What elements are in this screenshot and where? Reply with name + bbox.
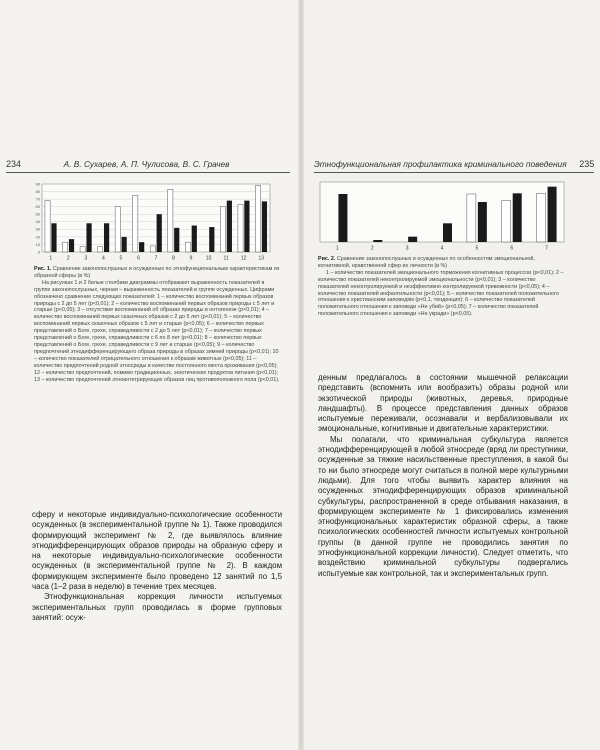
fig1-bar-black-13 xyxy=(262,201,267,252)
fig2-bar-black-6 xyxy=(513,193,522,242)
fig1-bar-white-2 xyxy=(63,242,68,252)
figure-2-caption xyxy=(318,256,566,318)
fig1-bar-white-3 xyxy=(80,247,85,252)
right-running-head-title: Этнофункциональная профилактика криминального поведения xyxy=(314,159,567,169)
fig2-bar-black-3 xyxy=(408,237,417,242)
fig1-bar-white-4 xyxy=(98,247,103,252)
fig1-bar-black-7 xyxy=(157,214,162,252)
left-paragraph-1: сферу и некоторые индивидуально-психологические особенности осужденных (в экспериментальной группе № 1). Также проводился формирующий эксперимент № 2, где выявлялось влияние этнодифференцирующих образов природы на образную сферу и на некоторые индивидуально-психологические особенности осужденных (в экспериментальной группе № 2). В каждом формирующем эксперименте было проведено 12 занятий по 1,5 часа (1–2 раза в неделю) в течение трех месяцев. xyxy=(32,510,282,592)
fig1-bar-black-9 xyxy=(192,226,197,252)
fig1-bar-white-9 xyxy=(185,242,190,252)
fig1-ytick-label: 50 xyxy=(35,211,40,217)
fig1-ytick-label: 0 xyxy=(37,249,40,255)
fig1-ytick-label: 20 xyxy=(35,234,40,240)
left-running-head xyxy=(6,159,229,169)
fig1-bar-black-11 xyxy=(227,201,232,252)
figure-1-title: Сравнение законопослушных и осужденных по этнофункциональным характеристикам их образной сферы (в %) xyxy=(34,266,280,279)
fig2-bar-white-6 xyxy=(502,201,511,242)
fig1-xtick-label: 2 xyxy=(66,255,70,262)
left-body-text xyxy=(32,510,282,623)
right-body-text xyxy=(318,373,568,579)
fig1-xtick-label: 12 xyxy=(240,255,247,262)
fig1-xtick-label: 5 xyxy=(119,255,123,262)
fig2-xtick-label: 2 xyxy=(370,245,374,252)
figure-1-caption xyxy=(34,266,280,383)
fig1-bar-white-11 xyxy=(220,207,225,252)
fig2-xtick-label: 7 xyxy=(545,245,548,252)
fig1-xtick-label: 10 xyxy=(205,255,212,262)
fig1-bar-white-1 xyxy=(45,201,50,252)
fig2-bar-black-5 xyxy=(478,202,487,242)
fig1-ytick-label: 90 xyxy=(35,181,40,187)
right-paragraph-1: денным предлагалось в состоянии мышечной релаксации представить (вспомнить или вообразить) образы родной или экзотической природы (животных, деревья, природные ландшафты). В процессе представления данных образов испытуемые переживали, осознавали и вербализовывали их эмоциональные, когнитивные и двигательные характеристики. xyxy=(318,373,568,434)
fig1-bar-black-6 xyxy=(139,242,144,252)
fig2-xtick-label: 4 xyxy=(440,245,444,252)
fig1-xtick-label: 9 xyxy=(189,255,193,262)
fig1-bar-black-1 xyxy=(51,223,56,252)
fig1-ytick-label: 10 xyxy=(35,241,40,247)
fig1-xtick-label: 8 xyxy=(172,255,175,262)
fig1-xtick-label: 3 xyxy=(84,255,88,262)
left-running-head-authors: А. В. Сухарев, А. П. Чулисова, В. С. Грачев xyxy=(63,159,230,169)
fig1-bar-white-7 xyxy=(150,246,155,252)
figure-1-legend-text: На рисунках 1 и 2 белые столбики диаграммы отображают выраженность показателей в группе законопослушных, черная – выраженность показателей в группе осужденных. Цифрами обозначено сравнение следующих показателей: 1 – количество воспоминаний первых образов природы с 2 до 5 лет (p<0,01); 2 – количество воспоминаний первых образов природы с 5 лет и старше (p<0,05); 3 – отсутствие воспоминаний об образах природы в онтогенезе (p<0,01); 4 – количество воспоминаний первых сказочных образов с 2 до 5 лет (p<0,01); 5 – количество воспоминаний первых сказочных образов с 5 лет и старше (p<0,05); 6 – количество первых представлений о Боге, грехе, справедливости с 2 до 5 лет (p<0,01); 7 – количество первых представлений о Боге, грехе, справедливости с 6 по 8 лет (p<0,01); 8 – количество первых представлений о Боге, грехе, справедливости с 9 лет и старше (p<0,05); 9 – количество предпочтений этнодифференцирующего образа природы в образах зимней природы (p<0,01); 10 – количество показателей отрицательного отношения к образам животных (p<0,05); 11 – количество предпочтений родной этносреды в качестве постоянного места проживания (p<0,05); 12 – количество предпочтений, помимо традиционных, экзотических продуктов питания (p<0,01); 13 – количество предпочтений этноинтегрирующих образов лиц противоположного пола (p<0,01). xyxy=(34,279,280,383)
right-head-rule xyxy=(314,172,594,173)
figure-2-bar-chart xyxy=(318,180,566,252)
book-gutter xyxy=(298,0,304,750)
fig1-bar-black-8 xyxy=(174,228,179,252)
figure-1-bar-chart xyxy=(32,180,274,262)
fig2-xtick-label: 1 xyxy=(336,245,339,252)
figure-2-label: Рис. 2. xyxy=(318,256,336,262)
fig1-xtick-label: 7 xyxy=(154,255,158,262)
fig1-bar-black-2 xyxy=(69,239,74,252)
fig1-ytick-label: 70 xyxy=(35,196,40,202)
fig2-bar-black-1 xyxy=(338,194,347,242)
right-running-head xyxy=(314,159,594,169)
fig1-bar-white-13 xyxy=(255,186,260,252)
fig2-bar-white-5 xyxy=(467,194,476,242)
fig2-xtick-label: 3 xyxy=(405,245,409,252)
right-paragraph-2: Мы полагали, что криминальная субкультура является этнодифференцирующей в любой этносреде (вряд ли преступники, осужденные за тяжкие насильственные преступления, в какой бы то ни было этносреде могут считаться в полной мере культурными людьми). Для того чтобы выявить характер влияния на осужденных этнодифференцирующих образов криминальной субкультуры, распространенной в среде отбывания наказания, в формирующем эксперименте № 1 фиксировались изменения этнофункциональных характеристик образной сферы, а также психологических особенностей личности испытуемых контрольной группы (в данной группе не проводились занятия по этнофункциональной коррекции личности). Следует отметить, что воздействию криминальной субкультуры подвергались испытуемые как контрольной, так и экспериментальных групп. xyxy=(318,434,568,578)
fig2-plot-area xyxy=(320,182,564,242)
left-head-rule xyxy=(6,172,290,173)
fig1-ytick-label: 60 xyxy=(35,204,40,210)
fig1-xtick-label: 6 xyxy=(137,255,140,262)
figure-2-legend-text: 1 – количество показателей эмоционального торможения когнитивных процессов (p<0,01); 2 – количество показателей неконтролируемой эмоциональности (p<0,01); 3 – количество показателей неконтролируемой и неэффективно контролируемой тревожности (p<0,05); 4 – количество показателей инфантильности (p<0,01); 5 – количество показателей положительного отношения к христианским заповедям (p<0,1, тенденция); 6 – количество показателей положительного отношения к заповеди «Не убий» (p<0,05); 7 – количество показателей положительного отношения к заповеди «Не укради» (p<0,05). xyxy=(318,269,564,318)
fig1-xtick-label: 4 xyxy=(101,255,105,262)
fig1-bar-black-5 xyxy=(122,237,127,252)
fig1-bar-black-3 xyxy=(86,223,91,252)
right-page-number: 235 xyxy=(579,159,595,169)
fig1-bar-white-12 xyxy=(238,204,243,252)
left-page-number: 234 xyxy=(6,159,22,169)
fig1-bar-white-5 xyxy=(115,207,120,252)
fig1-bar-white-8 xyxy=(168,189,173,252)
figure-2-title: Сравнение законопослушных и осужденных по особенностям эмоциональной, когнитивной, нравственной сфер их личности (в %) xyxy=(318,256,535,269)
figure-1-label: Рис. 1. xyxy=(34,266,52,272)
fig2-bar-black-7 xyxy=(548,187,557,242)
fig2-xtick-label: 5 xyxy=(475,245,479,252)
fig1-plot-area xyxy=(42,184,270,252)
fig1-xtick-label: 11 xyxy=(223,255,229,262)
fig1-bar-black-10 xyxy=(209,227,214,252)
fig2-bar-black-2 xyxy=(373,240,382,242)
fig1-ytick-label: 80 xyxy=(35,188,40,194)
fig1-bar-black-4 xyxy=(104,223,109,252)
fig1-xtick-label: 1 xyxy=(49,255,53,262)
left-paragraph-2: Этнофункциональная коррекция личности испытуемых экспериментальных групп проводилась в форме групповых занятий: осуж- xyxy=(32,592,282,622)
fig2-bar-black-4 xyxy=(443,223,452,242)
fig1-ytick-label: 30 xyxy=(35,226,40,232)
fig1-bar-white-6 xyxy=(133,195,138,252)
fig1-xtick-label: 13 xyxy=(258,255,265,262)
fig1-ytick-label: 40 xyxy=(35,219,40,225)
fig1-bar-black-12 xyxy=(244,201,249,252)
fig2-xtick-label: 6 xyxy=(510,245,514,252)
fig2-bar-white-7 xyxy=(537,193,546,242)
